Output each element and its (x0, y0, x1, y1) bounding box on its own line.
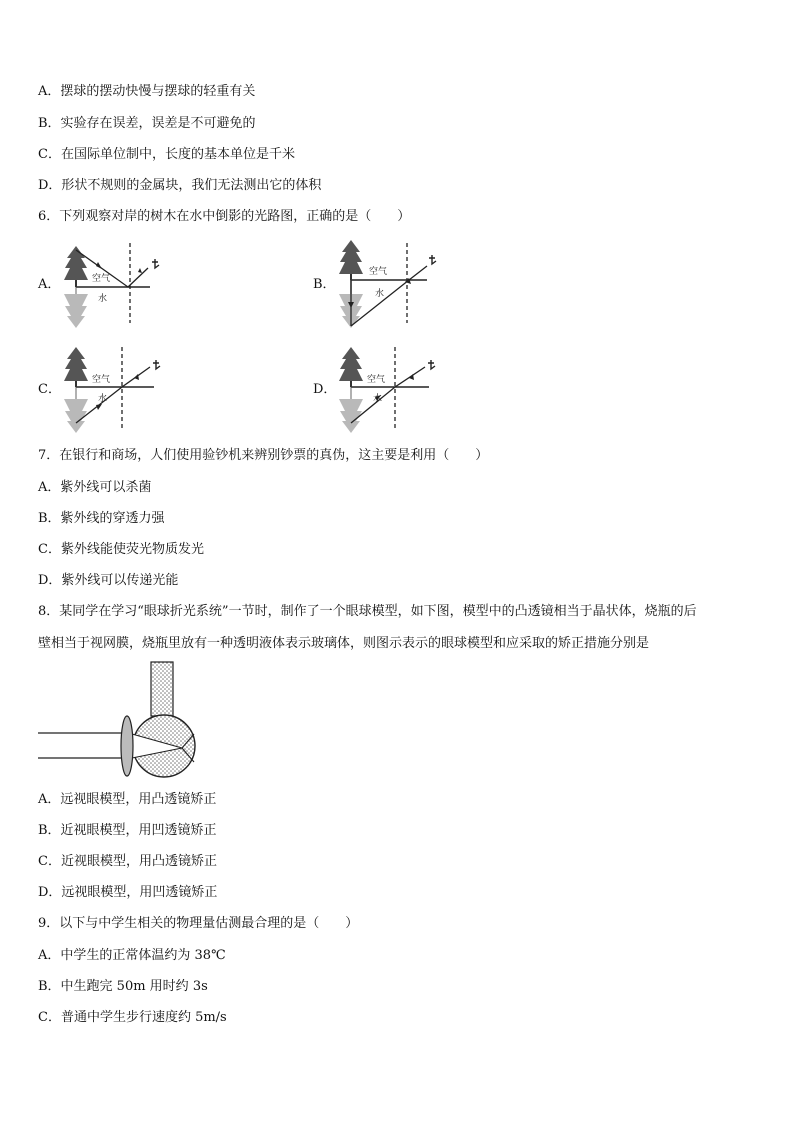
air-label: 空气 (367, 375, 386, 385)
water-label: 水 (375, 289, 385, 299)
q9-option-c: C．普通中学生步行速度约 5m/s (38, 1010, 227, 1025)
eye-model-diagram (36, 660, 206, 780)
eye-icon (429, 255, 436, 264)
q5-option-b: B．实验存在误差，误差是不可避免的 (38, 116, 256, 131)
light-ray (351, 266, 427, 326)
q8-stem-line2: 壁相当于视网膜，烧瓶里放有一种透明液体表示玻璃体，则图示表示的眼球模型和应采取的矫正措施分别是 (38, 636, 650, 651)
eye-icon (153, 360, 160, 369)
tree-icon (339, 240, 363, 280)
air-label: 空气 (369, 267, 388, 277)
tree-icon (64, 246, 88, 287)
q5-option-a: A．摆球的摆动快慢与摆球的轻重有关 (38, 84, 256, 99)
convex-lens (121, 716, 133, 776)
q6-option-d-label: D． (313, 382, 337, 397)
light-ray (76, 250, 148, 287)
eye-icon (152, 259, 159, 268)
q6-option-c-diagram (60, 343, 170, 438)
tree-icon (339, 347, 363, 387)
water-label: 水 (98, 394, 108, 404)
q6-option-a-diagram (60, 238, 170, 333)
air-label: 空气 (92, 274, 111, 284)
tree-reflection-icon (64, 387, 88, 433)
q9-option-a: A．中学生的正常体温约为 38℃ (38, 948, 226, 963)
q6-option-b-label: B． (313, 277, 336, 292)
q8-stem-line1: 8．某同学在学习“眼球折光系统”一节时，制作了一个眼球模型，如下图，模型中的凸透镜相当于晶状体，烧瓶的后 (38, 604, 697, 619)
air-label: 空气 (92, 375, 111, 385)
q7-option-a: A．紫外线可以杀菌 (38, 480, 152, 495)
eye-icon (428, 360, 435, 369)
q6-option-d-diagram (335, 343, 445, 438)
q8-option-b: B．近视眼模型，用凹透镜矫正 (38, 823, 217, 838)
q6-option-b-diagram (335, 238, 445, 333)
q6-option-c-label: C． (38, 382, 61, 397)
light-ray (351, 367, 425, 423)
flask-neck (151, 662, 173, 716)
q5-option-d: D．形状不规则的金属块，我们无法测出它的体积 (38, 178, 322, 193)
q7-option-c: C．紫外线能使荧光物质发光 (38, 542, 204, 557)
tree-reflection-icon (64, 287, 88, 328)
tree-icon (64, 347, 88, 387)
q6-stem: 6．下列观察对岸的树木在水中倒影的光路图，正确的是（ ） (38, 209, 411, 224)
q9-option-b: B．中生跑完 50m 用时约 3s (38, 979, 208, 994)
q5-option-c: C．在国际单位制中，长度的基本单位是千米 (38, 147, 295, 162)
q7-option-d: D．紫外线可以传递光能 (38, 573, 179, 588)
q8-option-c: C．近视眼模型，用凸透镜矫正 (38, 854, 217, 869)
tree-reflection-icon (339, 387, 363, 433)
q7-option-b: B．紫外线的穿透力强 (38, 511, 165, 526)
water-label: 水 (373, 394, 383, 404)
q8-option-a: A．远视眼模型，用凸透镜矫正 (38, 792, 217, 807)
q7-stem: 7．在银行和商场，人们使用验钞机来辨别钞票的真伪，这主要是利用（ ） (38, 448, 489, 463)
q9-stem: 9．以下与中学生相关的物理量估测最合理的是（ ） (38, 916, 359, 931)
q6-option-a-label: A． (38, 277, 61, 292)
q8-option-d: D．远视眼模型，用凹透镜矫正 (38, 885, 218, 900)
water-label: 水 (98, 294, 108, 304)
light-ray (76, 367, 150, 423)
